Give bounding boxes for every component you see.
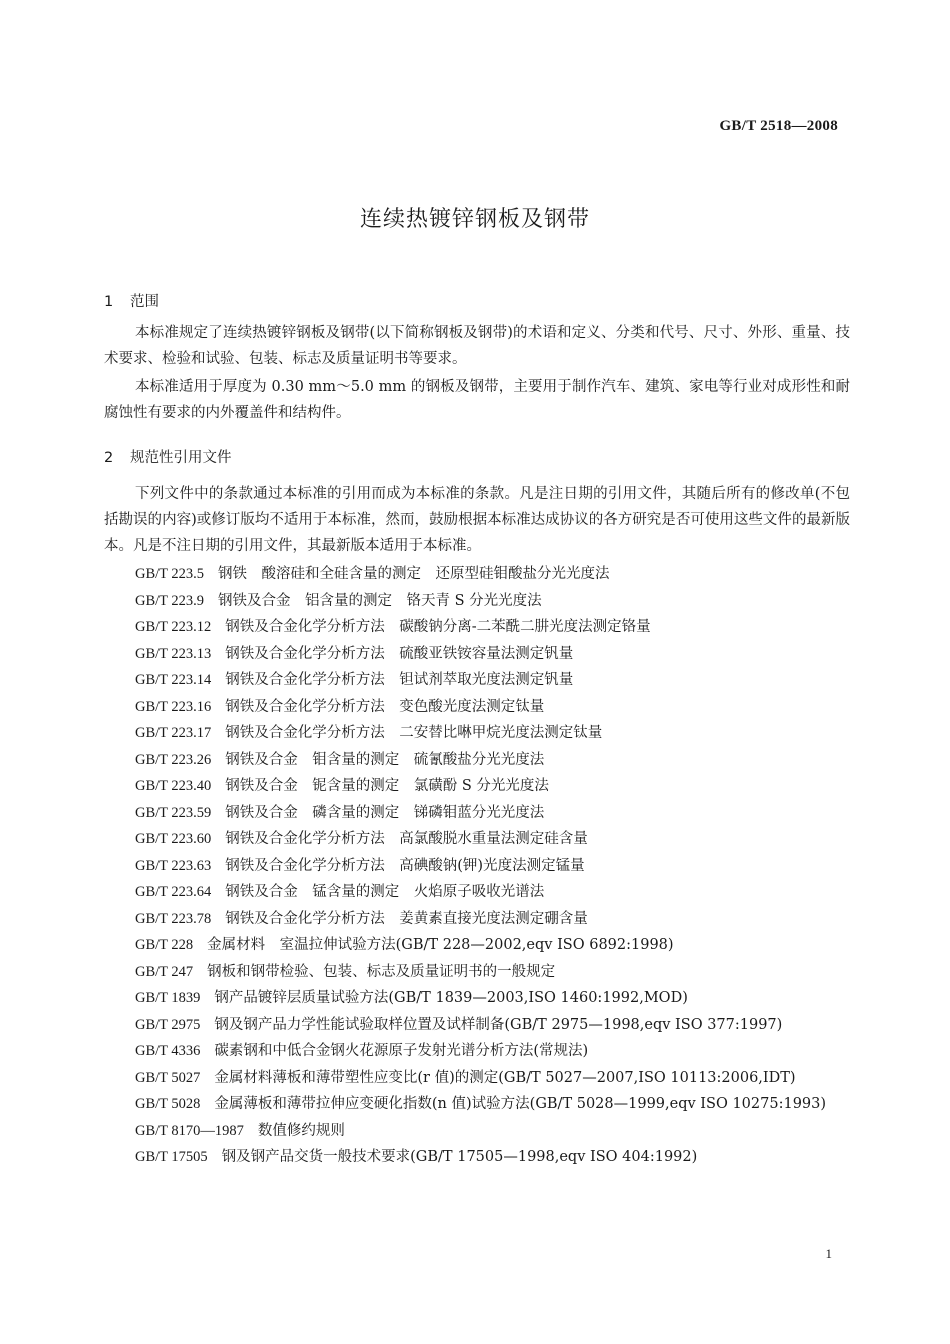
reference-code: GB/T 223.14	[135, 672, 212, 688]
reference-code: GB/T 223.26	[135, 751, 212, 768]
reference-code: GB/T 2975	[135, 1016, 201, 1033]
reference-title: 钢及钢产品力学性能试验取样位置及试样制备(GB/T 2975—1998,eqv ISO 377:1997)	[214, 1016, 783, 1033]
reference-list	[104, 561, 850, 1171]
reference-title: 数值修约规则	[257, 1122, 345, 1139]
reference-item	[104, 747, 850, 774]
reference-title: 碳素钢和中低合金钢火花源原子发射光谱分析方法(常规法)	[214, 1043, 589, 1059]
reference-item	[104, 932, 850, 959]
reference-item	[104, 1065, 850, 1092]
reference-code: GB/T 17505	[135, 1149, 208, 1165]
reference-item	[104, 694, 850, 721]
reference-code: GB/T 223.16	[135, 698, 212, 715]
reference-title: 钢铁及合金化学分析方法 碳酸钠分离-二苯酰二肼光度法测定铬量	[225, 619, 651, 635]
reference-item	[104, 1144, 850, 1171]
reference-title: 钢铁 酸溶硅和全硅含量的测定 还原型硅钼酸盐分光光度法	[218, 566, 610, 582]
reference-item	[104, 667, 850, 694]
reference-title: 钢铁及合金 磷含量的测定 锑磷钼蓝分光光度法	[225, 804, 545, 821]
document-title: 连续热镀锌钢板及钢带	[359, 207, 590, 232]
reference-title: 金属材料 室温拉伸试验方法(GB/T 228—2002,eqv ISO 6892:1998)	[207, 937, 674, 953]
reference-title: 钢铁及合金化学分析方法 高氯酸脱水重量法测定硅含量	[225, 831, 588, 847]
paragraph: 本标准规定了连续热镀锌钢板及钢带(以下简称钢板及钢带)的术语和定义、分类和代号、尺寸、外形、重量、技术要求、检验和试验、包装、标志及质量证明书等要求。	[104, 325, 850, 367]
reference-title: 钢板和钢带检验、包装、标志及质量证明书的一般规定	[207, 963, 556, 980]
section-number: 1	[104, 294, 114, 310]
reference-title: 钢铁及合金化学分析方法 钽试剂萃取光度法测定钒量	[225, 672, 574, 688]
reference-item	[104, 879, 850, 906]
reference-code: GB/T 223.59	[135, 804, 212, 821]
reference-item	[104, 773, 850, 800]
reference-title: 钢铁及合金 铌含量的测定 氯磺酚 S 分光光度法	[225, 778, 549, 794]
reference-code: GB/T 223.64	[135, 884, 212, 900]
reference-code: GB/T 247	[135, 963, 194, 980]
reference-item	[104, 1118, 850, 1145]
section-number: 2	[104, 450, 114, 466]
reference-title: 钢铁及合金 锰含量的测定 火焰原子吸收光谱法	[225, 884, 545, 900]
reference-code: GB/T 223.9	[135, 592, 205, 609]
reference-item	[104, 1091, 850, 1118]
section-heading-scope	[104, 290, 159, 311]
paragraph: 下列文件中的条款通过本标准的引用而成为本标准的条款。凡是注日期的引用文件，其随后所有的修改单(不包括勘误的内容)或修订版均不适用于本标准，然而，鼓励根据本标准达成协议的各方研究是否可使用这些文件的最新版本。凡是不注日期的引用文件，其最新版本适用于本标准。	[104, 486, 850, 554]
reference-item	[104, 959, 850, 986]
reference-code: GB/T 223.63	[135, 857, 212, 874]
reference-title: 钢铁及合金 钼含量的测定 硫氰酸盐分光光度法	[225, 751, 545, 768]
reference-code: GB/T 5028	[135, 1096, 201, 1112]
reference-item	[104, 906, 850, 933]
reference-item	[104, 985, 850, 1012]
reference-title: 金属薄板和薄带拉伸应变硬化指数(n 值)试验方法(GB/T 5028—1999,eqv ISO 10275:1993)	[214, 1096, 827, 1112]
reference-title: 金属材料薄板和薄带塑性应变比(r 值)的测定(GB/T 5027—2007,ISO 10113:2006,IDT)	[214, 1069, 796, 1086]
reference-title: 钢铁及合金化学分析方法 二安替比啉甲烷光度法测定钛量	[225, 725, 603, 741]
reference-code: GB/T 8170—1987	[135, 1122, 244, 1139]
reference-code: GB/T 4336	[135, 1043, 201, 1059]
reference-code: GB/T 223.40	[135, 778, 212, 794]
reference-item	[104, 800, 850, 827]
reference-title: 钢铁及合金化学分析方法 高碘酸钠(钾)光度法测定锰量	[225, 857, 585, 874]
reference-item	[104, 588, 850, 615]
reference-item	[104, 720, 850, 747]
section-title: 范围	[130, 294, 159, 310]
standard-number: GB/T 2518—2008	[719, 118, 838, 134]
reference-code: GB/T 223.78	[135, 910, 212, 927]
reference-title: 钢产品镀锌层质量试验方法(GB/T 1839—2003,ISO 1460:1992,MOD)	[214, 990, 688, 1006]
reference-code: GB/T 1839	[135, 990, 201, 1006]
reference-item	[104, 614, 850, 641]
reference-title: 钢铁及合金化学分析方法 硫酸亚铁铵容量法测定钒量	[225, 645, 574, 662]
reference-title: 钢及钢产品交货一般技术要求(GB/T 17505—1998,eqv ISO 404:1992)	[221, 1149, 698, 1165]
reference-code: GB/T 223.13	[135, 645, 212, 662]
reference-title: 钢铁及合金 铝含量的测定 铬天青 S 分光光度法	[218, 592, 542, 609]
reference-item	[104, 561, 850, 588]
reference-code: GB/T 228	[135, 937, 194, 953]
reference-item	[104, 853, 850, 880]
reference-item	[104, 1038, 850, 1065]
reference-title: 钢铁及合金化学分析方法 变色酸光度法测定钛量	[225, 698, 545, 715]
reference-code: GB/T 5027	[135, 1069, 201, 1086]
reference-code: GB/T 223.12	[135, 619, 212, 635]
reference-title: 钢铁及合金化学分析方法 姜黄素直接光度法测定硼含量	[225, 910, 588, 927]
section-title: 规范性引用文件	[130, 450, 232, 466]
page-number: 1	[825, 1246, 832, 1261]
reference-code: GB/T 223.17	[135, 725, 212, 741]
paragraph: 本标准适用于厚度为 0.30 mm～5.0 mm 的钢板及钢带，主要用于制作汽车、建筑、家电等行业对成形性和耐腐蚀性有要求的内外覆盖件和结构件。	[104, 379, 850, 421]
reference-code: GB/T 223.5	[135, 566, 205, 582]
reference-item	[104, 641, 850, 668]
reference-code: GB/T 223.60	[135, 831, 212, 847]
reference-item	[104, 826, 850, 853]
section-heading-normative-references	[104, 446, 232, 467]
reference-item	[104, 1012, 850, 1039]
